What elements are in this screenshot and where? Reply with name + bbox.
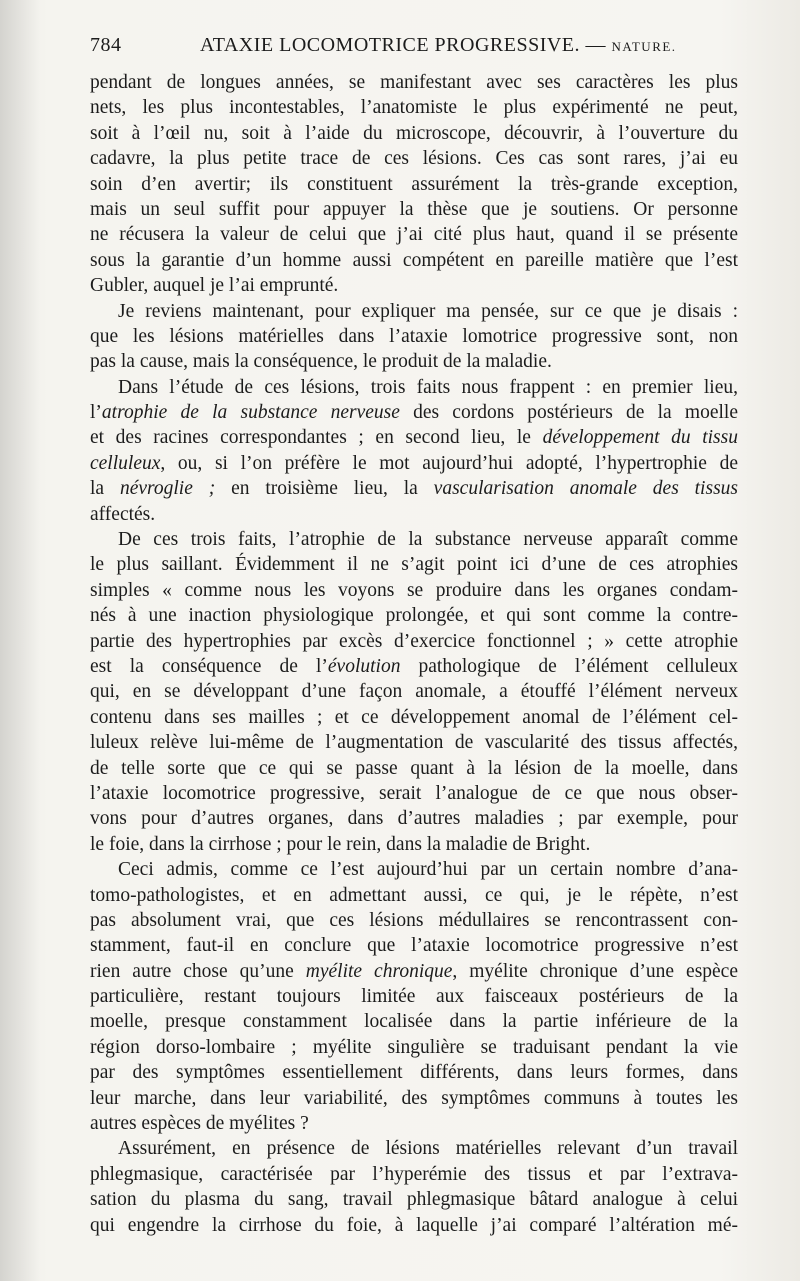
text-line: le foie, dans la cirrhose ; pour le rein, dans la maladie de Bright. — [90, 833, 591, 855]
text-line: simples « comme nous les voyons se produire dans les organes condam- — [90, 579, 738, 601]
text-line: soit à l’œil nu, soit à l’aide du microscope, découvrir, à l’ouverture du — [90, 122, 738, 144]
running-header — [90, 34, 740, 64]
text-line: tomo-pathologistes, et en admettant aussi, ce qui, je le répète, n’est — [90, 884, 738, 906]
text-line: Assurément, en présence de lésions matérielles relevant d’un travail — [118, 1138, 738, 1160]
italic-text: celluleux — [90, 452, 161, 474]
text-run: l’ — [90, 402, 102, 424]
text-line: nets, les plus incontestables, l’anatomiste le plus expérimenté ne peut, — [90, 97, 738, 119]
italic-text: vascularisation anomale des tissus — [433, 478, 738, 500]
text-line: phlegmasique, caractérisée par l’hyperémie des tissus et par l’extrava- — [90, 1163, 738, 1185]
text-line — [90, 959, 738, 984]
running-subtitle: NATURE. — [611, 39, 677, 54]
text-line: Gubler, auquel je l’ai emprunté. — [90, 275, 339, 297]
text-line: Je reviens maintenant, pour expliquer ma pensée, sur ce que je disais : — [118, 300, 738, 322]
text-line: pas absolument vrai, que ces lésions médullaires se rencontrassent con- — [90, 909, 738, 931]
text-line: cadavre, la plus petite trace de ces lésions. Ces cas sont rares, j’ai eu — [90, 148, 738, 170]
body-text — [90, 70, 738, 1238]
text-line: région dorso-lombaire ; myélite singulière se traduisant pendant la vie — [90, 1036, 738, 1058]
text-line — [90, 451, 738, 476]
text-run: la — [90, 478, 120, 500]
text-line: autres espèces de myélites ? — [90, 1113, 309, 1135]
text-line: ne récusera la valeur de celui que j’ai cité plus haut, quand il se présente — [90, 224, 738, 246]
text-run: rien autre chose qu’une — [90, 960, 306, 982]
italic-text: développement du tissu — [542, 427, 738, 449]
text-line: contenu dans ses mailles ; et ce développement anomal de l’élément cel- — [90, 706, 738, 728]
text-line: vons pour d’autres organes, dans d’autres maladies ; par exemple, pour — [90, 808, 738, 830]
text-line: nés à une inaction physiologique prolongée, et qui sont comme la contre- — [90, 605, 738, 627]
text-run: , myélite chronique d’une espèce — [452, 960, 738, 982]
text-line: luleux relève lui-même de l’augmentation de vascularité des tissus affectés, — [90, 732, 738, 754]
text-line: par des symptômes essentiellement différents, dans leurs formes, dans — [90, 1062, 738, 1084]
italic-text: myélite chronique — [305, 960, 453, 982]
text-line: Ceci admis, comme ce l’est aujourd’hui par un certain nombre d’ana- — [118, 859, 738, 881]
text-line: affectés. — [90, 503, 156, 525]
text-run: en troisième lieu, la — [215, 478, 434, 500]
text-run: des cordons postérieurs de la moelle — [399, 402, 738, 424]
italic-text: évolution — [327, 655, 401, 677]
text-line: partie des hypertrophies par excès d’exercice fonctionnel ; » cette atrophie — [90, 630, 738, 652]
text-line — [90, 400, 738, 425]
text-run: , ou, si l’on préfère le mot aujourd’hui adopté, l’hypertrophie de — [160, 452, 738, 474]
text-line: pas la cause, mais la conséquence, le produit de la maladie. — [90, 351, 552, 373]
text-line: que les lésions matérielles dans l’ataxie lomotrice progressive sont, non — [90, 325, 738, 347]
text-line: le plus saillant. Évidemment il ne s’agit point ici d’une de ces atrophies — [90, 554, 738, 576]
page-number: 784 — [90, 34, 122, 56]
text-line: pendant de longues années, se manifestant avec ses caractères les plus — [90, 72, 738, 93]
text-line: sous la garantie d’un homme aussi compétent en pareille matière que l’est — [90, 249, 738, 271]
text-line: Dans l’étude de ces lésions, trois faits nous frappent : en premier lieu, — [118, 376, 738, 398]
text-run: pathologique de l’élément celluleux — [400, 655, 738, 677]
text-line: De ces trois faits, l’atrophie de la substance nerveuse apparaît comme — [118, 529, 738, 551]
text-run: et des racines correspondantes ; en second lieu, le — [90, 427, 543, 449]
italic-text: névroglie ; — [119, 478, 216, 500]
text-line — [90, 654, 738, 679]
text-line: mais un seul suffit pour appuyer la thèse que je soutiens. Or personne — [90, 198, 738, 220]
text-line — [90, 425, 738, 450]
text-line — [90, 476, 738, 501]
text-run: est la conséquence de l’ — [90, 655, 328, 677]
text-line: particulière, restant toujours limitée aux faisceaux postérieurs de la — [90, 986, 738, 1008]
gutter-shadow — [0, 0, 40, 1281]
text-line: qui, en se développant d’une façon anomale, a étouffé l’élément nerveux — [90, 681, 738, 703]
running-title-text: ATAXIE LOCOMOTRICE PROGRESSIVE. — — [200, 34, 607, 56]
italic-text: atrophie de la substance nerveuse — [101, 402, 400, 424]
text-line: sation du plasma du sang, travail phlegmasique bâtard analogue à celui — [90, 1189, 738, 1211]
running-title — [200, 34, 677, 57]
text-line: stamment, faut-il en conclure que l’ataxie locomotrice progressive n’est — [90, 935, 738, 957]
text-line: qui engendre la cirrhose du foie, à laquelle j’ai comparé l’altération mé- — [90, 1214, 738, 1236]
text-line: leur marche, dans leur variabilité, des symptômes communs à toutes les — [90, 1087, 738, 1109]
text-line: soin d’en avertir; ils constituent assurément la très-grande exception, — [90, 173, 738, 195]
text-line: moelle, presque constamment localisée dans la partie inférieure de la — [90, 1011, 738, 1033]
text-line: de telle sorte que ce qui se passe quant à la lésion de la moelle, dans — [90, 757, 738, 779]
text-line: l’ataxie locomotrice progressive, serait l’analogue de ce que nous obser- — [90, 782, 738, 804]
